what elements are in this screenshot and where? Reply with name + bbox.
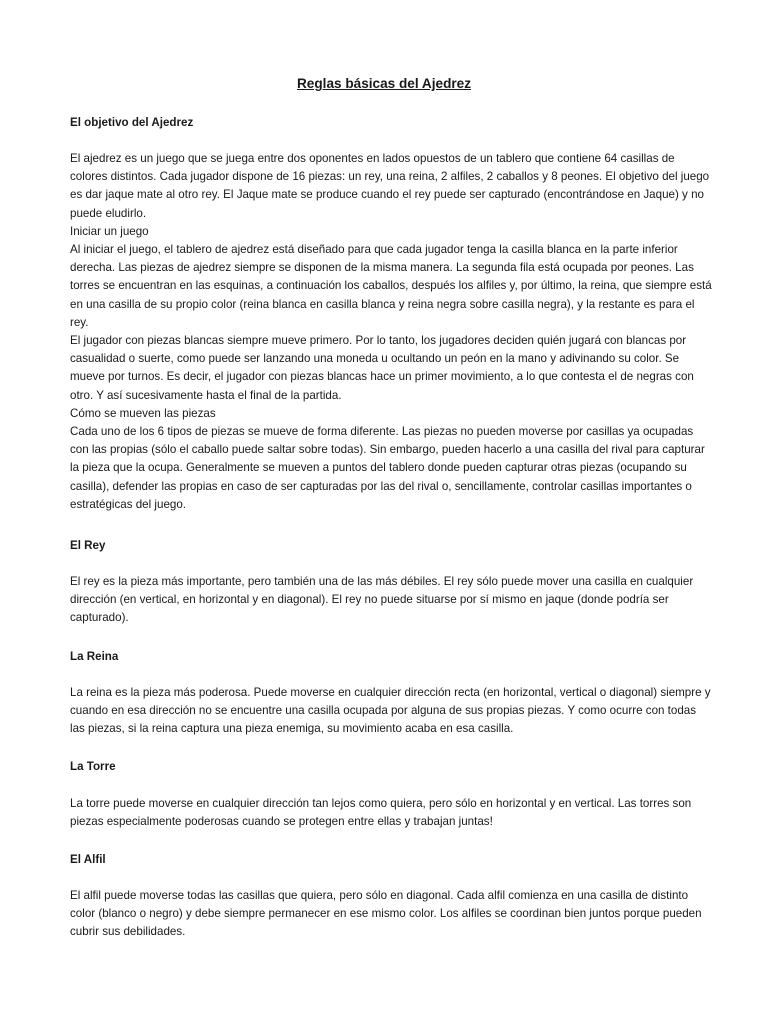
- subheading-line: Cómo se mueven las piezas: [70, 406, 216, 420]
- section-heading-objetivo: El objetivo del Ajedrez: [70, 116, 194, 129]
- section-heading-reina: La Reina: [70, 650, 119, 663]
- text-line: colores distintos. Cada jugador dispone de 16 piezas: un rey, una reina, 2 alfiles, 2 caballos y 8 peones. El objetivo del juego: [70, 170, 710, 184]
- text-line: puede eludirlo.: [70, 206, 147, 220]
- text-line: torres se encuentran en las esquinas, a continuación los caballos, después los alfiles y, por último, la reina, que siempre está: [70, 279, 712, 293]
- document-title: Reglas básicas del Ajedrez: [296, 76, 472, 91]
- text-line: estratégicas del juego.: [70, 497, 187, 511]
- text-line: cubrir sus debilidades.: [70, 925, 186, 939]
- text-line: casualidad o suerte, como puede ser lanzando una moneda u ocultando un peón en la mano y adivinando su color. Se: [70, 352, 680, 366]
- text-line: mueve por turnos. Es decir, el jugador con piezas blancas hace un primer movimiento, a lo que contesta el de negras con: [70, 370, 694, 384]
- text-line: El ajedrez es un juego que se juega entre dos oponentes en lados opuestos de un tablero que contiene 64 casillas de: [70, 152, 675, 165]
- subheading-line: Iniciar un juego: [70, 224, 149, 238]
- section-body-objetivo: [70, 150, 712, 514]
- text-line: capturado).: [70, 611, 129, 625]
- text-line: El jugador con piezas blancas siempre mueve primero. Por lo tanto, los jugadores deciden quién jugará con blancas por: [70, 334, 687, 348]
- section-heading-rey: El Rey: [70, 539, 106, 552]
- section-heading-alfil: El Alfil: [70, 853, 106, 866]
- text-line: El rey es la pieza más importante, pero también una de las más débiles. El rey sólo puede mover una casilla en cualquier: [70, 575, 694, 588]
- section-heading-torre: La Torre: [70, 760, 116, 773]
- text-line: El alfil puede moverse todas las casillas que quiera, pero sólo en diagonal. Cada alfil comienza en una casilla de distinto: [70, 889, 689, 902]
- text-line: Cada uno de los 6 tipos de piezas se mueve de forma diferente. Las piezas no pueden moverse por casillas ya ocupadas: [70, 425, 694, 439]
- text-line: en una casilla de su propio color (reina blanca en casilla blanca y reina negra sobre casilla negra), y la restante es para el: [70, 297, 695, 311]
- text-line: otro. Y así sucesivamente hasta el final de la partida.: [70, 388, 342, 402]
- text-line: con las propias (sólo el caballo puede saltar sobre todas). Sin embargo, pueden hacerlo a una casilla del rival para capturar: [70, 443, 705, 457]
- text-line: Al iniciar el juego, el tablero de ajedrez está diseñado para que cada jugador tenga la casilla blanca en la parte inferior: [70, 243, 678, 257]
- text-line: piezas especialmente poderosas cuando se protegen entre ellas y trabajan juntas!: [70, 815, 493, 829]
- text-line: la pieza que la ocupa. Generalmente se mueven a puntos del tablero donde pueden capturar otras piezas (ocupando su: [70, 461, 687, 475]
- text-line: las piezas, si la reina captura una pieza enemiga, su movimiento acaba en esa casilla.: [70, 722, 514, 736]
- text-line: derecha. Las piezas de ajedrez siempre se disponen de la misma manera. La segunda fila está ocupada por peones. Las: [70, 261, 694, 275]
- text-line: es dar jaque mate al otro rey. El Jaque mate se produce cuando el rey puede ser capturado (encontrándose en Jaque) y no: [70, 188, 704, 202]
- text-line: dirección (en vertical, en horizontal y en diagonal). El rey no puede situarse por sí mismo en jaque (donde podría ser: [70, 593, 669, 607]
- text-line: color (blanco o negro) y debe siempre permanecer en ese mismo color. Los alfiles se coordinan bien juntos porque pueden: [70, 907, 702, 921]
- text-line: casilla), defender las propias en caso de ser capturadas por las del rival o, sencillamente, controlar casillas importantes o: [70, 479, 692, 493]
- section-body-alfil: [70, 887, 702, 942]
- text-line: rey.: [70, 315, 89, 329]
- section-body-torre: [70, 795, 698, 831]
- section-body-rey: [70, 573, 698, 628]
- text-line: La reina es la pieza más poderosa. Puede moverse en cualquier dirección recta (en horizontal, vertical o diagonal) siempre y: [70, 686, 711, 699]
- section-body-reina: [70, 684, 711, 739]
- text-line: cuando en esa dirección no se encuentre una casilla ocupada por alguna de sus propias piezas. Y como ocurre con todas: [70, 704, 697, 718]
- text-line: La torre puede moverse en cualquier dirección tan lejos como quiera, pero sólo en horizontal y en vertical. Las torres son: [70, 797, 692, 810]
